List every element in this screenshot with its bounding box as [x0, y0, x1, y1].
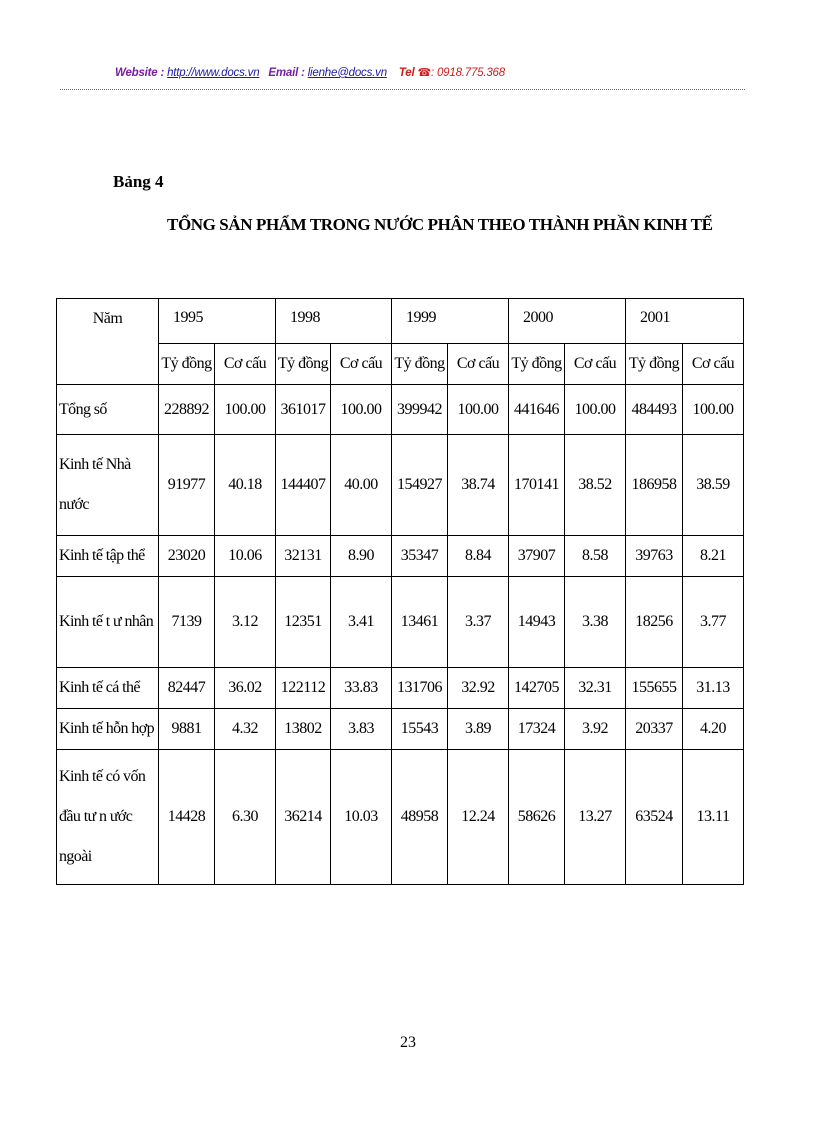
tel-number: : 0918.775.368 [431, 67, 505, 79]
table-row [57, 435, 744, 536]
table-cell: 100.00 [331, 385, 392, 435]
table-cell: 3.83 [331, 709, 392, 750]
table-cell: 170141 [509, 435, 565, 536]
row-label: Tổng số [57, 385, 159, 435]
row-label: Kinh tế tập thể [57, 536, 159, 577]
header-divider [60, 89, 745, 90]
year-header: 1998 [276, 299, 392, 344]
table-cell: 38.74 [448, 435, 509, 536]
table-cell: 131706 [392, 668, 448, 709]
sub-header: Tỷ đồng [509, 344, 565, 385]
table-cell: 40.00 [331, 435, 392, 536]
year-header: 2000 [509, 299, 626, 344]
table-cell: 155655 [626, 668, 683, 709]
table-cell: 17324 [509, 709, 565, 750]
table-cell: 58626 [509, 750, 565, 885]
table-cell: 63524 [626, 750, 683, 885]
table-cell: 361017 [276, 385, 331, 435]
table-cell: 8.21 [683, 536, 744, 577]
table-cell: 32.31 [565, 668, 626, 709]
table-cell: 82447 [159, 668, 215, 709]
table-cell: 3.41 [331, 577, 392, 668]
email-link[interactable]: lienhe@docs.vn [307, 67, 387, 79]
page-number: 23 [400, 1034, 416, 1051]
year-header: 2001 [626, 299, 744, 344]
table-cell: 122112 [276, 668, 331, 709]
table-cell: 3.92 [565, 709, 626, 750]
year-header: 1999 [392, 299, 509, 344]
table-cell: 484493 [626, 385, 683, 435]
table-cell: 8.84 [448, 536, 509, 577]
table-cell: 37907 [509, 536, 565, 577]
table-cell: 100.00 [683, 385, 744, 435]
sub-header: Cơ cấu [215, 344, 276, 385]
gdp-table [56, 298, 744, 885]
sub-header: Cơ cấu [683, 344, 744, 385]
table-cell: 3.89 [448, 709, 509, 750]
table-cell: 142705 [509, 668, 565, 709]
sub-header: Cơ cấu [331, 344, 392, 385]
table-row [57, 709, 744, 750]
table-cell: 186958 [626, 435, 683, 536]
page-title: TỔNG SẢN PHẨM TRONG NƯỚC PHÂN THEO THÀNH PHẦN KINH TẾ [167, 215, 713, 234]
table-cell: 154927 [392, 435, 448, 536]
table-cell: 36.02 [215, 668, 276, 709]
table-cell: 144407 [276, 435, 331, 536]
row-label: Kinh tế hỗn hợp [57, 709, 159, 750]
tel-label: Tel [398, 67, 415, 79]
sub-header: Cơ cấu [565, 344, 626, 385]
table-cell: 38.52 [565, 435, 626, 536]
table-cell: 4.32 [215, 709, 276, 750]
table-cell: 15543 [392, 709, 448, 750]
row-label: Kinh tế có vốn đầu tư n ước ngoài [57, 750, 159, 885]
table-cell: 100.00 [565, 385, 626, 435]
table-cell: 9881 [159, 709, 215, 750]
table-cell: 10.03 [331, 750, 392, 885]
table-cell: 6.30 [215, 750, 276, 885]
year-header-row [57, 299, 744, 344]
table-row [57, 668, 744, 709]
table-cell: 4.20 [683, 709, 744, 750]
table-cell: 91977 [159, 435, 215, 536]
table-cell: 23020 [159, 536, 215, 577]
table-cell: 12.24 [448, 750, 509, 885]
table-cell: 13461 [392, 577, 448, 668]
row-label: Kinh tế Nhà nước [57, 435, 159, 536]
year-header: 1995 [159, 299, 276, 344]
table-cell: 441646 [509, 385, 565, 435]
table-cell: 20337 [626, 709, 683, 750]
sub-header: Tỷ đồng [392, 344, 448, 385]
website-link[interactable]: http://www.docs.vn [167, 67, 260, 79]
row-label: Kinh tế t ư nhân [57, 577, 159, 668]
table-cell: 100.00 [448, 385, 509, 435]
table-cell: 48958 [392, 750, 448, 885]
website-label: Website : [115, 67, 165, 79]
table-cell: 38.59 [683, 435, 744, 536]
email-label: Email : [268, 67, 305, 79]
table-cell: 18256 [626, 577, 683, 668]
corner-header: Năm [57, 299, 159, 385]
table-cell: 14943 [509, 577, 565, 668]
sub-header: Tỷ đồng [626, 344, 683, 385]
table-cell: 3.77 [683, 577, 744, 668]
table-cell: 32131 [276, 536, 331, 577]
row-label: Kinh tế cá thể [57, 668, 159, 709]
table-cell: 3.37 [448, 577, 509, 668]
table-cell: 399942 [392, 385, 448, 435]
table-cell: 40.18 [215, 435, 276, 536]
page-header [115, 66, 505, 79]
table-row [57, 385, 744, 435]
table-cell: 3.12 [215, 577, 276, 668]
table-cell: 8.90 [331, 536, 392, 577]
table-row [57, 750, 744, 885]
table-row [57, 536, 744, 577]
table-cell: 35347 [392, 536, 448, 577]
table-cell: 13.11 [683, 750, 744, 885]
table-cell: 228892 [159, 385, 215, 435]
table-cell: 10.06 [215, 536, 276, 577]
sub-header: Cơ cấu [448, 344, 509, 385]
sub-header-row [57, 344, 744, 385]
table-cell: 39763 [626, 536, 683, 577]
phone-icon: ☎ [417, 67, 431, 79]
table-cell: 31.13 [683, 668, 744, 709]
table-cell: 13.27 [565, 750, 626, 885]
table-row [57, 577, 744, 668]
table-label: Bảng 4 [113, 172, 164, 191]
table-cell: 13802 [276, 709, 331, 750]
table-cell: 7139 [159, 577, 215, 668]
table-cell: 32.92 [448, 668, 509, 709]
table-cell: 12351 [276, 577, 331, 668]
sub-header: Tỷ đồng [159, 344, 215, 385]
table-cell: 3.38 [565, 577, 626, 668]
table-cell: 14428 [159, 750, 215, 885]
table-cell: 33.83 [331, 668, 392, 709]
table-cell: 36214 [276, 750, 331, 885]
table-cell: 100.00 [215, 385, 276, 435]
table-cell: 8.58 [565, 536, 626, 577]
sub-header: Tỷ đồng [276, 344, 331, 385]
